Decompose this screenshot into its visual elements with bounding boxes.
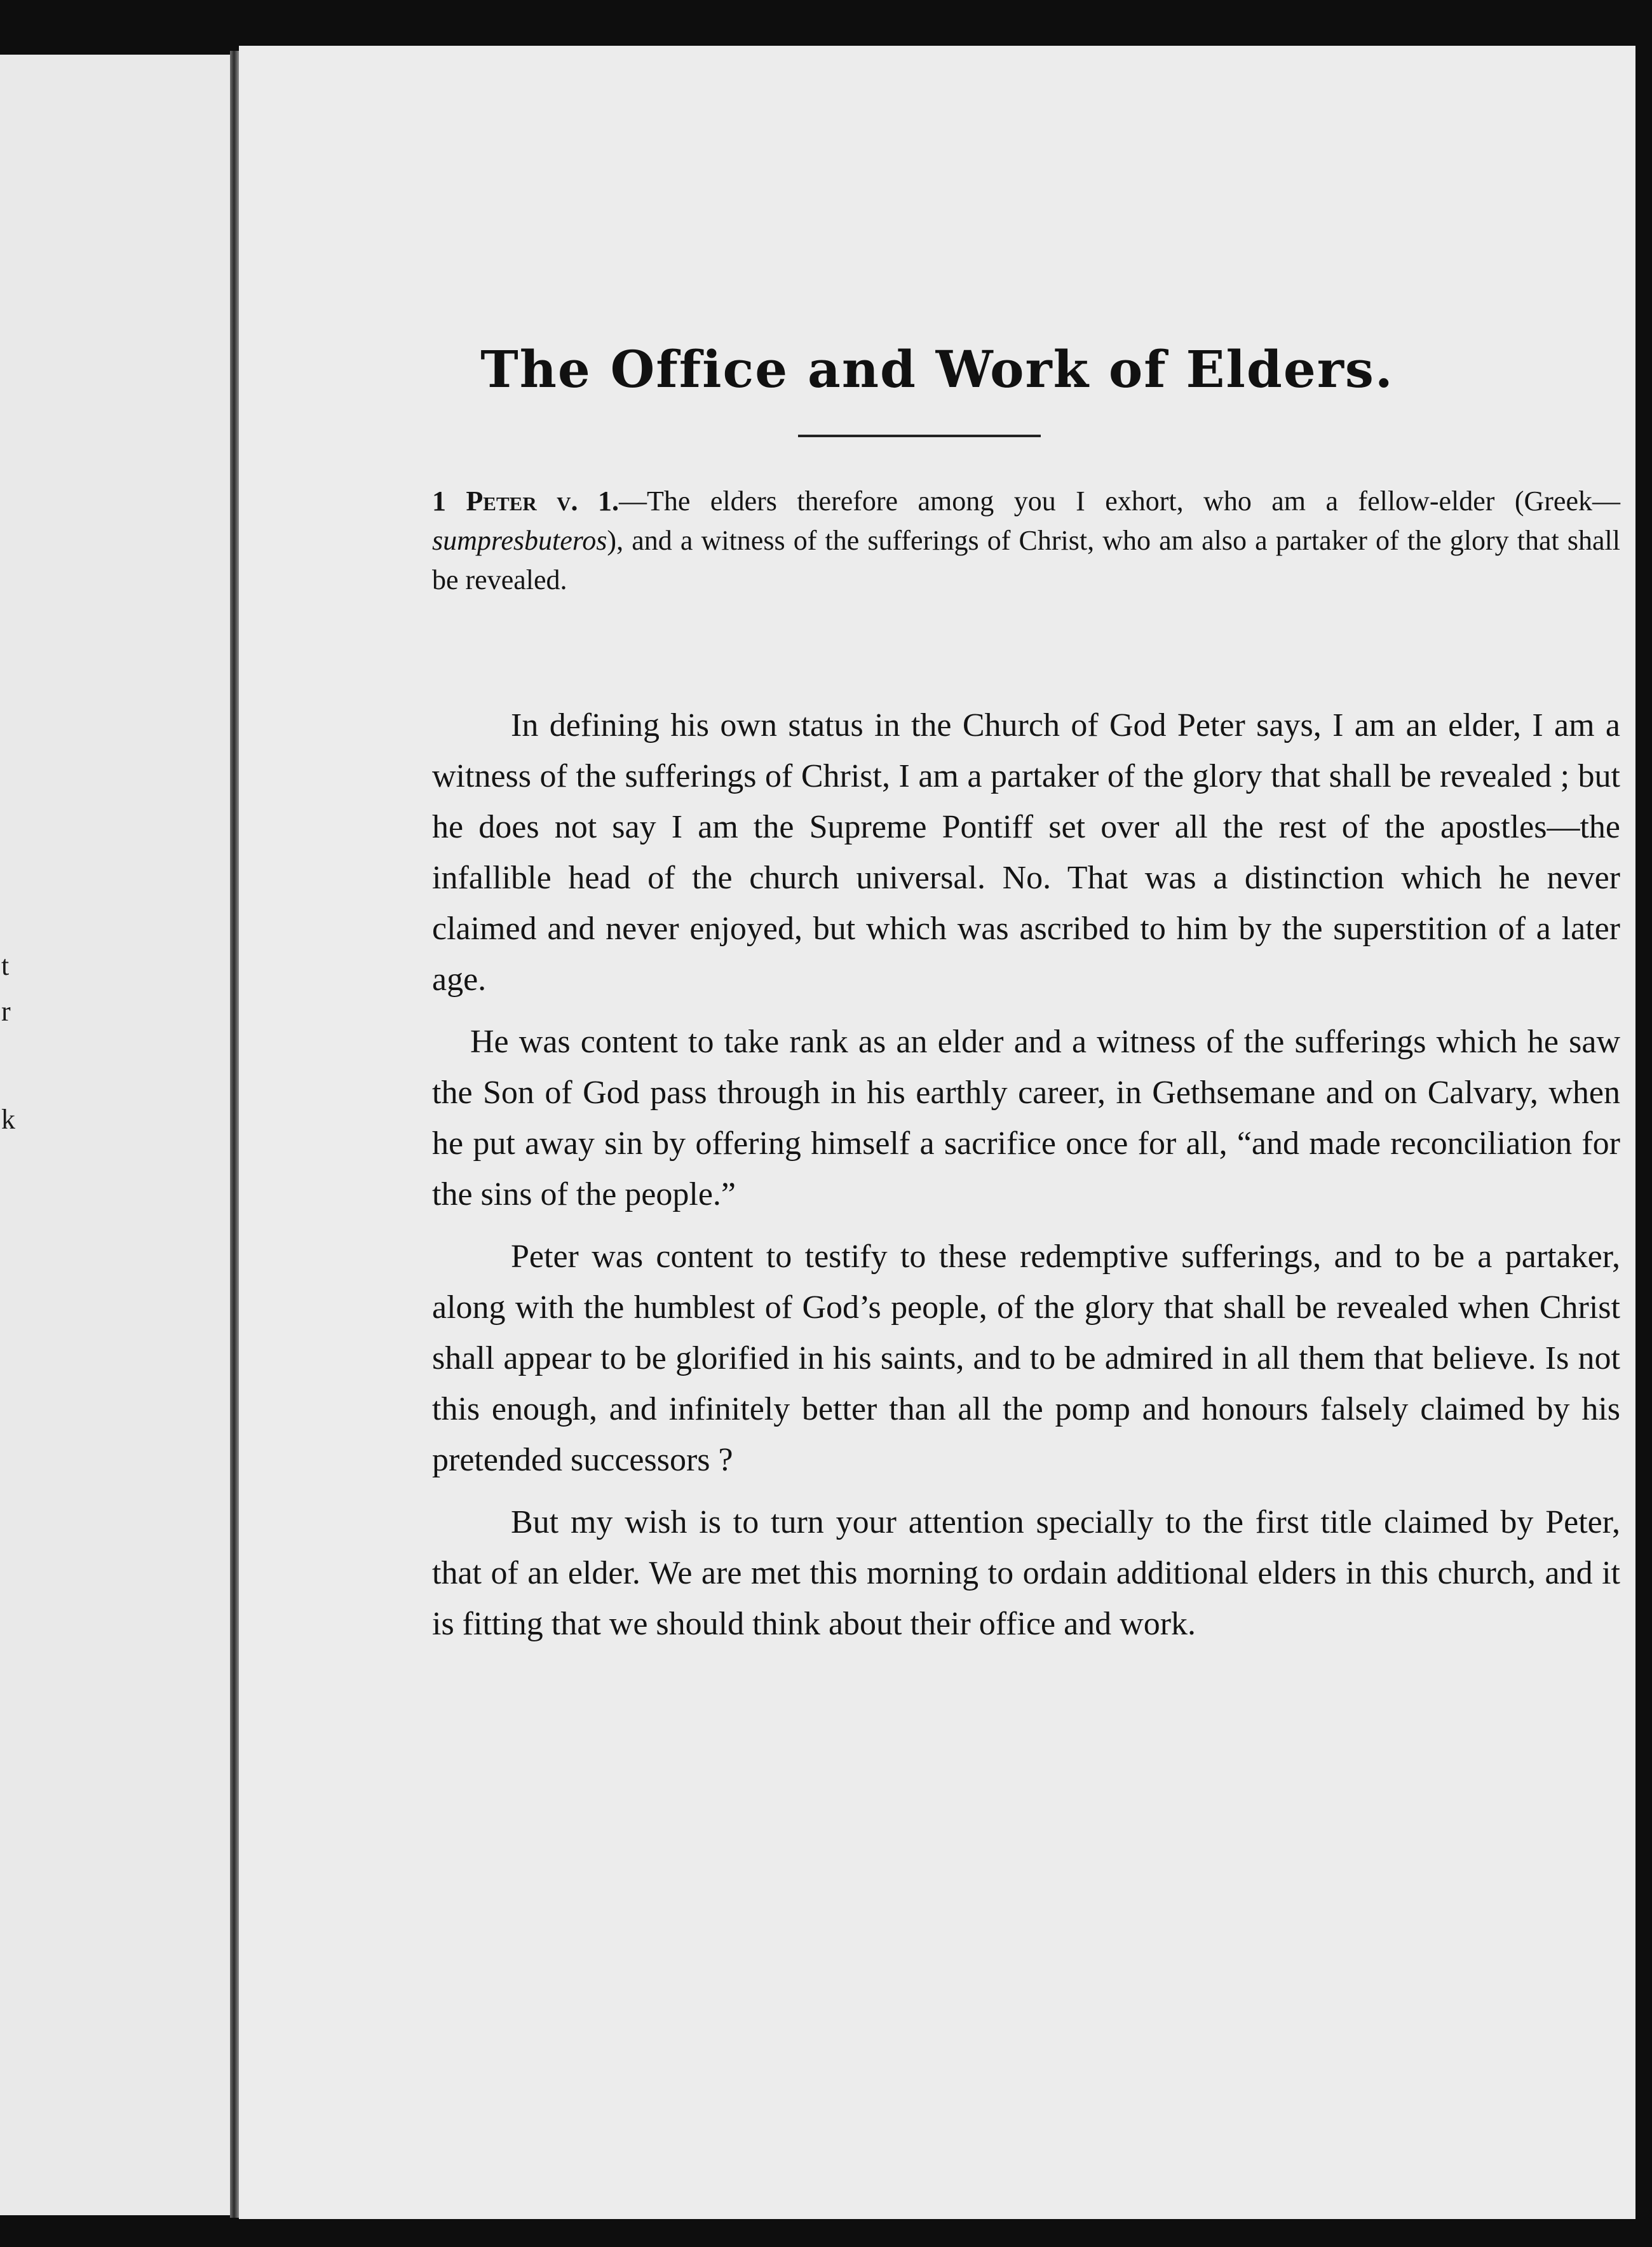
scripture-epigraph bbox=[432, 482, 1620, 600]
left-page-margin-char: r bbox=[1, 996, 11, 1027]
book-gutter bbox=[230, 51, 239, 2218]
epigraph-text-after: ), and a witness of the sufferings of Christ, who am also a partaker of the glory that shall be revealed. bbox=[432, 525, 1620, 595]
paragraph: But my wish is to turn your attention specially to the first title claimed by Peter, that of an elder. We are met this morning to ordain additional elders in this church, and it is fitting that we should think about their office and work. bbox=[432, 1504, 1620, 1642]
scripture-reference: 1 Peter v. 1. bbox=[432, 485, 619, 517]
page-title: The Office and Work of Elders. bbox=[480, 339, 1394, 399]
left-facing-page bbox=[0, 55, 230, 2215]
title-rule bbox=[798, 435, 1041, 437]
paragraph: In defining his own status in the Church of God Peter says, I am an elder, I am a witness of the sufferings of Christ, I am a partaker of the glory that shall be revealed ; but he does not say I am the Supreme Pontiff set over all the rest of the apostles—the infallible head of the church universal. No. That was a distinction which he never claimed and never enjoyed, but which was ascribed to him by the superstition of a later age. bbox=[432, 707, 1620, 998]
paragraph: Peter was content to testify to these redemptive sufferings, and to be a partaker, along with the humblest of God’s people, of the glory that shall be revealed when Christ shall appear to be glorified in his saints, and to be admired in all them that believe. Is not this enough, and infinitely better than all the pomp and honours falsely claimed by his pretended successors ? bbox=[432, 1239, 1620, 1478]
left-page-margin-char: t bbox=[1, 950, 10, 981]
greek-word: sumpresbuteros bbox=[432, 525, 607, 556]
body-text bbox=[432, 700, 1620, 1661]
epigraph-text-before: —The elders therefore among you I exhort, who am a fellow-elder (Greek— bbox=[618, 485, 1620, 517]
paragraph: He was content to take rank as an elder and a witness of the sufferings which he saw the Son of God pass through in his earthly career, in Gethsemane and on Calvary, when he put away sin by offering himself a sacrifice once for all, “and made reconciliation for the sins of the people.” bbox=[432, 1024, 1620, 1212]
left-page-margin-char: k bbox=[1, 1104, 15, 1135]
main-page bbox=[239, 46, 1635, 2219]
